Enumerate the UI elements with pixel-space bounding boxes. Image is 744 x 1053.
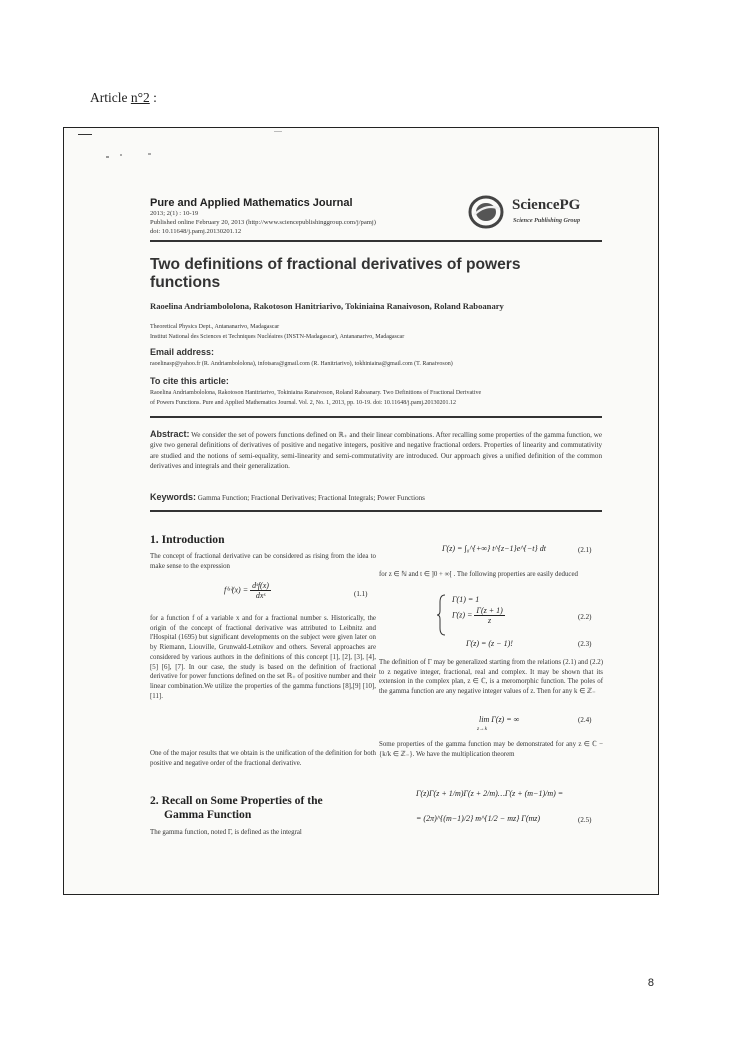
scanned-article-frame bbox=[63, 127, 659, 895]
eq11-lhs: f⁽ˢ⁾(x) = bbox=[224, 585, 249, 595]
scan-artifact bbox=[106, 156, 109, 158]
page-number: 8 bbox=[647, 977, 654, 989]
paper-authors: Raoelina Andriambololona, Rakotoson Hanitriarivo, Tokiniaina Ranaivoson, Roland Raboanary bbox=[150, 301, 504, 311]
equation-2-5b: = (2π)^{(m−1)/2} m^{1/2 − mz} Γ(mz) bbox=[416, 814, 541, 823]
journal-issue: 2013; 2(1) : 10-19 bbox=[150, 210, 199, 217]
eq21-number: (2.1) bbox=[578, 546, 592, 554]
scan-artifact bbox=[274, 131, 282, 132]
email-heading: Email address: bbox=[150, 347, 215, 357]
eq11-number: (1.1) bbox=[354, 590, 368, 598]
article-label bbox=[90, 90, 157, 106]
article-label-prefix: Article bbox=[90, 90, 131, 105]
multiplication-theorem-intro: Some properties of the gamma function may be demonstrated for any z ∈ ℂ − {k/k ∈ ℤ₋}. We have the multiplication theorem bbox=[379, 741, 603, 758]
equation-2-5a: Γ(z)Γ(z + 1/m)Γ(z + 2/m)…Γ(z + (m−1)/m) = bbox=[416, 789, 564, 798]
keywords bbox=[150, 492, 602, 502]
affiliation-1: Theoretical Physics Dept., Antananarivo, Madagascar bbox=[150, 324, 280, 330]
journal-title: Pure and Applied Mathematics Journal bbox=[150, 197, 353, 209]
eq23-number: (2.3) bbox=[578, 640, 592, 648]
eq24-number: (2.4) bbox=[578, 716, 592, 724]
gamma-properties-intro: for z ∈ ℕ and t ∈ ]0 + ∞[ . The following properties are easily deduced bbox=[379, 571, 578, 578]
equation-2-1: Γ(z) = ∫₀^{+∞} t^{z−1}e^{−t} dt bbox=[442, 544, 546, 553]
intro-paragraph-3: One of the major results that we obtain is the unification of the definition for both positive and negative order of the fractional derivative. bbox=[150, 750, 376, 767]
gamma-intro: The gamma function, noted Γ, is defined as the integral bbox=[150, 829, 302, 836]
gamma-generalization: The definition of Γ may be generalized starting from the relations (2.1) and (2.2) to z negative integer, fractional, real and complex. It may be shown that its extension in the complex plan, z ∈ ℂ, is a meromorphic function. The poles of the gamma function are any negative integer values of z. Then for any k ∈ ℤ₋ bbox=[379, 659, 603, 696]
equation-2-3: Γ(z) = (z − 1)! bbox=[466, 639, 513, 648]
abstract-text: We consider the set of powers functions defined on ℝ₊ and their linear combinations. After recalling some properties of the gamma function, we give two general definitions of derivatives of positive and negative integers, positive and negative fractional orders. Properties of linearity and commutativity are studied and the notions of semi-equality, semi-linearity and semi-commutativity are introduced. Our approach gives a unified definition of the common derivatives and integrals and their generalization. bbox=[150, 431, 602, 471]
equation-2-2a: Γ(1) = 1 bbox=[452, 595, 480, 604]
eq25-number: (2.5) bbox=[578, 816, 592, 824]
eq11-numerator: dˢf(x) bbox=[252, 581, 269, 590]
section-2-title-line-2: Gamma Function bbox=[164, 808, 252, 821]
logo-subtitle: Science Publishing Group bbox=[513, 217, 581, 224]
keywords-heading: Keywords: bbox=[150, 492, 197, 502]
equation-2-4 bbox=[479, 715, 519, 724]
eq22b-denominator: z bbox=[488, 616, 492, 625]
header-rule bbox=[150, 240, 602, 242]
email-list: raoelinasp@yahoo.fr (R. Andriambololona), infotsara@gmail.com (R. Hanitriarivo), tokhiniaina@gmail.com (T. Ranaivoson) bbox=[150, 361, 453, 367]
article-label-number: n°2 bbox=[130, 90, 150, 105]
eq22b-lhs: Γ(z) = bbox=[452, 610, 473, 620]
equation-1-1 bbox=[224, 581, 271, 600]
intro-paragraph-1: The concept of fractional derivative can be considered as rising from the idea to make sense to the expression bbox=[150, 553, 376, 570]
equation-2-2b bbox=[452, 606, 505, 625]
eq22b-fraction bbox=[474, 606, 504, 625]
cite-line-1: Raoelina Andriambololona, Rakotoson Hanitriarivo, Tokiniaina Ranaivoson, Roland Raboanary. Two Definitions of Fractional Derivative bbox=[150, 390, 482, 396]
eq24-text: lim Γ(z) = ∞ bbox=[479, 715, 520, 724]
cite-rule bbox=[150, 416, 602, 418]
brace-icon bbox=[437, 594, 447, 636]
cite-heading: To cite this article: bbox=[150, 376, 229, 386]
abstract-heading: Abstract: bbox=[150, 429, 190, 439]
journal-published: Published online February 20, 2013 (http://www.sciencepublishinggroup.com/j/pamj) bbox=[150, 219, 376, 226]
eq24-subscript: z→k bbox=[477, 726, 488, 732]
logo-name: SciencePG bbox=[512, 197, 581, 213]
scan-artifact bbox=[148, 153, 151, 155]
scanned-page bbox=[64, 128, 658, 894]
keywords-text: Gamma Function; Fractional Derivatives; Fractional Integrals; Power Functions bbox=[197, 494, 425, 502]
intro-paragraph-2: for a function f of a variable x and for a fractional number s. Historically, the origin of the concept of fractional derivative was attributed to Leibnitz and l'Hospital (1695) but significant developments on the subject were given later on by Riemann, Liouville, Grunwald-Letnikov and others. Several approaches are considered by various authors in the definitions of this concept [1], [2], [3], [4], [5] [6], [7]. In our case, the study is based on the definition of fractional derivative for power functions defined on the set ℝ₊ of positive number and their linear combination.We utilize the properties of the gamma functions [8],[9] [10], [11]. bbox=[150, 615, 376, 700]
abstract bbox=[150, 429, 602, 472]
article-label-suffix: : bbox=[149, 90, 157, 105]
scan-artifact bbox=[120, 154, 122, 156]
affiliation-2: Institut National des Sciences et Techniques Nucléaires (INSTN-Madagascar), Antananarivo, Madagascar bbox=[150, 334, 405, 340]
section-2-title-line-1: 2. Recall on Some Properties of the bbox=[150, 794, 323, 807]
cite-line-2: of Powers Functions. Pure and Applied Mathematics Journal. Vol. 2, No. 1, 2013, pp. 10-19. doi: 10.11648/j.pamj.20130201.12 bbox=[150, 400, 457, 406]
section-1-title: 1. Introduction bbox=[150, 533, 225, 546]
keywords-rule bbox=[150, 510, 602, 512]
scan-artifact bbox=[78, 134, 92, 135]
eq22-number: (2.2) bbox=[578, 613, 592, 621]
eq22b-numerator: Γ(z + 1) bbox=[476, 606, 503, 615]
paper-title: Two definitions of fractional derivatives of powers functions bbox=[150, 256, 521, 291]
eq11-fraction bbox=[250, 581, 271, 600]
eq11-denominator: dxˢ bbox=[255, 591, 266, 600]
journal-doi: doi: 10.11648/j.pamj.20130201.12 bbox=[150, 228, 242, 235]
